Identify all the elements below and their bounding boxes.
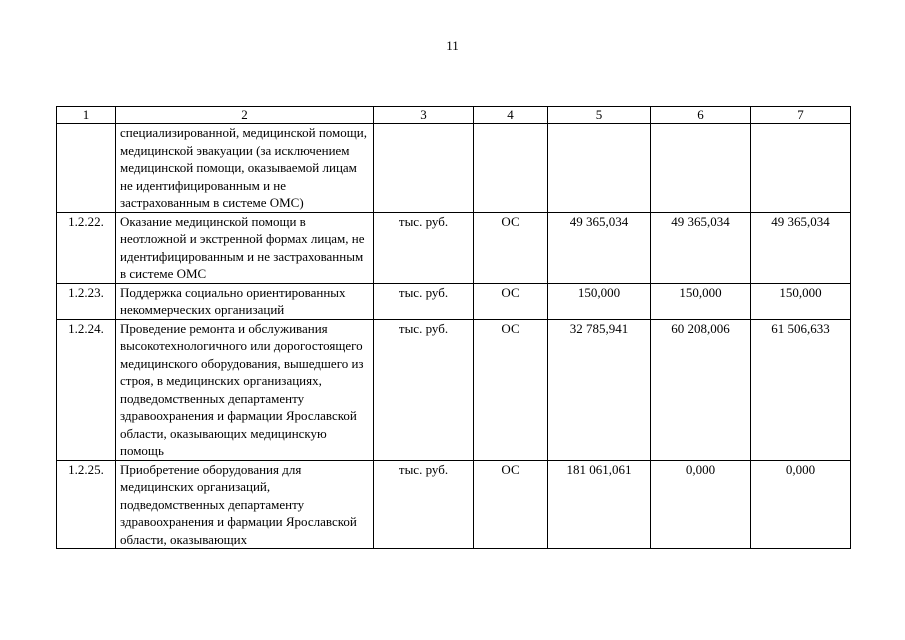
row-value-1: 150,000: [548, 283, 651, 319]
row-value-3: 150,000: [751, 283, 851, 319]
table-row: [57, 319, 851, 460]
row-source: [474, 124, 548, 213]
row-unit: тыс. руб.: [374, 283, 474, 319]
row-number: 1.2.25.: [57, 460, 116, 549]
table-row: [57, 124, 851, 213]
row-source: ОС: [474, 212, 548, 283]
page-number: 11: [446, 38, 459, 53]
header-cell-3: 3: [374, 107, 474, 124]
header-cell-1: 1: [57, 107, 116, 124]
row-value-2: 0,000: [651, 460, 751, 549]
row-value-2: [651, 124, 751, 213]
row-value-2: 60 208,006: [651, 319, 751, 460]
header-cell-2: 2: [116, 107, 374, 124]
header-cell-4: 4: [474, 107, 548, 124]
row-source: ОС: [474, 460, 548, 549]
row-source: ОС: [474, 319, 548, 460]
row-unit: тыс. руб.: [374, 212, 474, 283]
table-row: [57, 283, 851, 319]
table-row: [57, 212, 851, 283]
row-value-3: 61 506,633: [751, 319, 851, 460]
row-unit: [374, 124, 474, 213]
data-table: [56, 106, 851, 549]
row-number: 1.2.23.: [57, 283, 116, 319]
row-name: специализированной, медицинской помощи, медицинской эвакуации (за исключением медицинской помощи, оказываемой лицам не идентифицированным и не застрахованным в системе ОМС): [116, 124, 374, 213]
row-value-1: 49 365,034: [548, 212, 651, 283]
row-unit: тыс. руб.: [374, 319, 474, 460]
row-value-2: 150,000: [651, 283, 751, 319]
row-value-1: [548, 124, 651, 213]
row-number: [57, 124, 116, 213]
row-value-3: 0,000: [751, 460, 851, 549]
row-value-3: 49 365,034: [751, 212, 851, 283]
row-value-3: [751, 124, 851, 213]
header-cell-5: 5: [548, 107, 651, 124]
row-number: 1.2.24.: [57, 319, 116, 460]
table-row: [57, 460, 851, 549]
row-value-1: 181 061,061: [548, 460, 651, 549]
row-name: Проведение ремонта и обслуживания высокотехнологичного или дорогостоящего медицинского оборудования, вышедшего из строя, в медицинских организациях, подведомственных департаменту здравоохранения и фармации Ярославской области, оказывающих медицинскую помощь: [116, 319, 374, 460]
row-name: Оказание медицинской помощи в неотложной и экстренной формах лицам, не идентифицированным и не застрахованным в системе ОМС: [116, 212, 374, 283]
header-cell-6: 6: [651, 107, 751, 124]
row-name: Приобретение оборудования для медицинских организаций, подведомственных департаменту здравоохранения и фармации Ярославской области, оказывающих: [116, 460, 374, 549]
row-source: ОС: [474, 283, 548, 319]
row-name: Поддержка социально ориентированных некоммерческих организаций: [116, 283, 374, 319]
row-value-1: 32 785,941: [548, 319, 651, 460]
row-number: 1.2.22.: [57, 212, 116, 283]
row-value-2: 49 365,034: [651, 212, 751, 283]
row-unit: тыс. руб.: [374, 460, 474, 549]
header-cell-7: 7: [751, 107, 851, 124]
header-row: [57, 107, 851, 124]
